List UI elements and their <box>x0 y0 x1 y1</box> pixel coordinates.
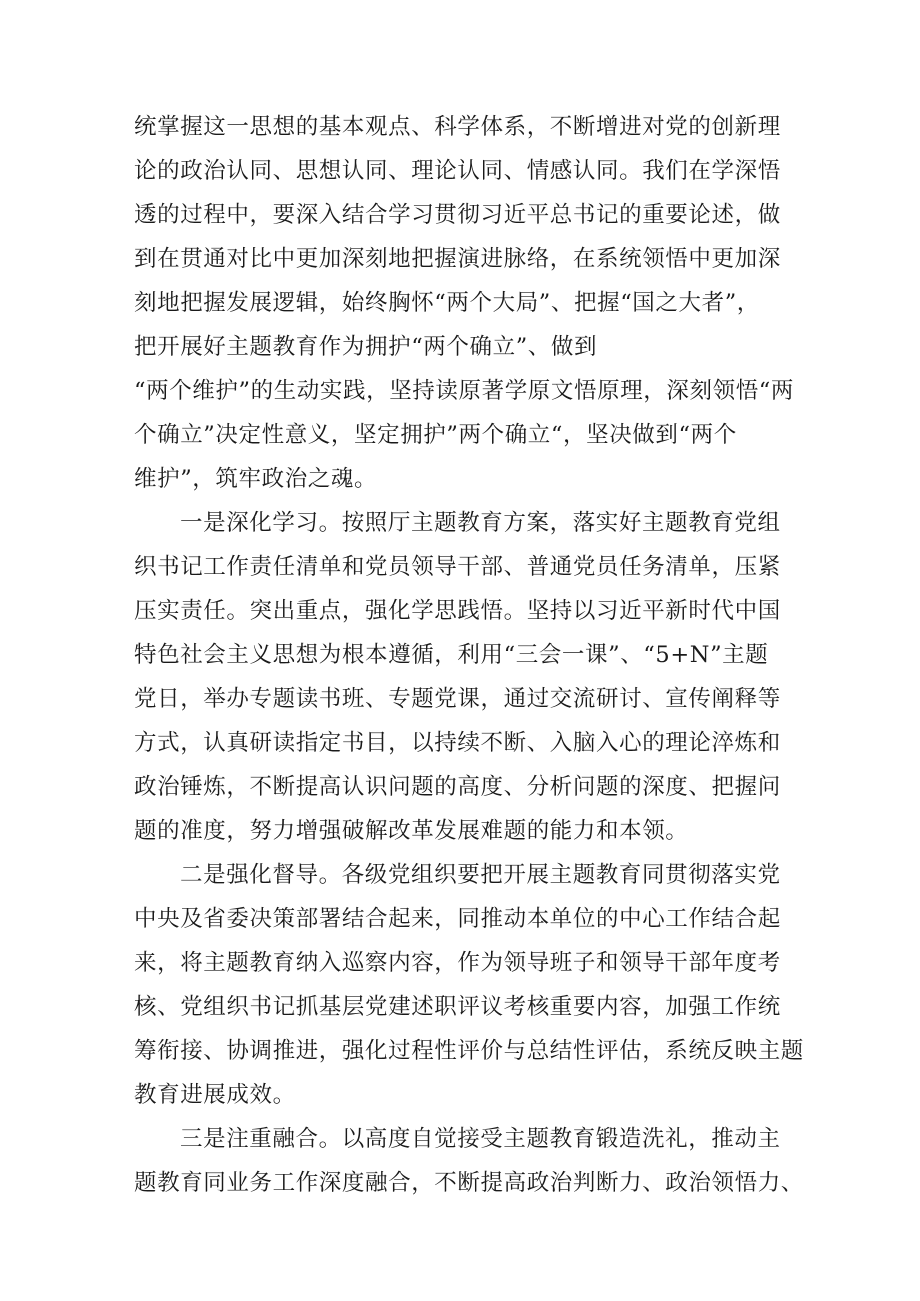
text-line: 方式，认真研读指定书目，以持续不断、入脑入心的理论淬炼和 <box>134 730 781 756</box>
text-line: 刻地把握发展逻辑，始终胸怀“两个大局”、把握“国之大者”， <box>134 290 760 316</box>
paragraph-first-line: 一是深化学习。按照厅主题教育方案，落实好主题教育党组 <box>180 510 781 536</box>
text-line: 个确立”决定性意义，坚定拥护”两个确立“，坚决做到“两个 <box>134 422 737 448</box>
text-line: 把开展好主题教育作为拥护“两个确立”、做到 <box>134 334 598 360</box>
text-line: 题的准度，努力增强破解改革发展难题的能力和本领。 <box>134 818 689 844</box>
text-line: 筹衔接、协调推进，强化过程性评价与总结性评估，系统反映主题 <box>134 1038 804 1064</box>
text-line: 中央及省委决策部署结合起来，同推动本单位的中心工作结合起 <box>134 906 781 932</box>
text-line: 织书记工作责任清单和党员领导干部、普通党员任务清单，压紧 <box>134 554 781 580</box>
text-line: 题教育同业务工作深度融合，不断提高政治判断力、政治领悟力、 <box>134 1170 804 1196</box>
text-line: 论的政治认同、思想认同、理论认同、情感认同。我们在学深悟 <box>134 158 781 184</box>
text-line: 透的过程中，要深入结合学习贯彻习近平总书记的重要论述，做 <box>134 202 781 228</box>
text-line: 维护”，筑牢政治之魂。 <box>134 466 378 492</box>
text-line: 统掌握这一思想的基本观点、科学体系，不断增进对党的创新理 <box>134 114 781 140</box>
text-line: 到在贯通对比中更加深刻地把握演进脉络，在系统领悟中更加深 <box>134 246 781 272</box>
text-line: 教育进展成效。 <box>134 1082 296 1108</box>
paragraph-first-line: 三是注重融合。以高度自觉接受主题教育锻造洗礼，推动主 <box>180 1126 781 1152</box>
text-line: 来，将主题教育纳入巡察内容，作为领导班子和领导干部年度考 <box>134 950 781 976</box>
text-line: 特色社会主义思想为根本遵循，利用“三会一课”、“5+N”主题 <box>134 642 769 668</box>
text-line: 政治锤炼，不断提高认识问题的高度、分析问题的深度、把握问 <box>134 774 781 800</box>
text-line: 核、党组织书记抓基层党建述职评议考核重要内容，加强工作统 <box>134 994 781 1020</box>
text-line: 压实责任。突出重点，强化学思践悟。坚持以习近平新时代中国 <box>134 598 781 624</box>
text-line: 党日，举办专题读书班、专题党课，通过交流研讨、宣传阐释等 <box>134 686 781 712</box>
paragraph-first-line: 二是强化督导。各级党组织要把开展主题教育同贯彻落实党 <box>180 862 781 888</box>
text-line: “两个维护”的生动实践，坚持读原著学原文悟原理，深刻领悟“两 <box>134 378 795 404</box>
